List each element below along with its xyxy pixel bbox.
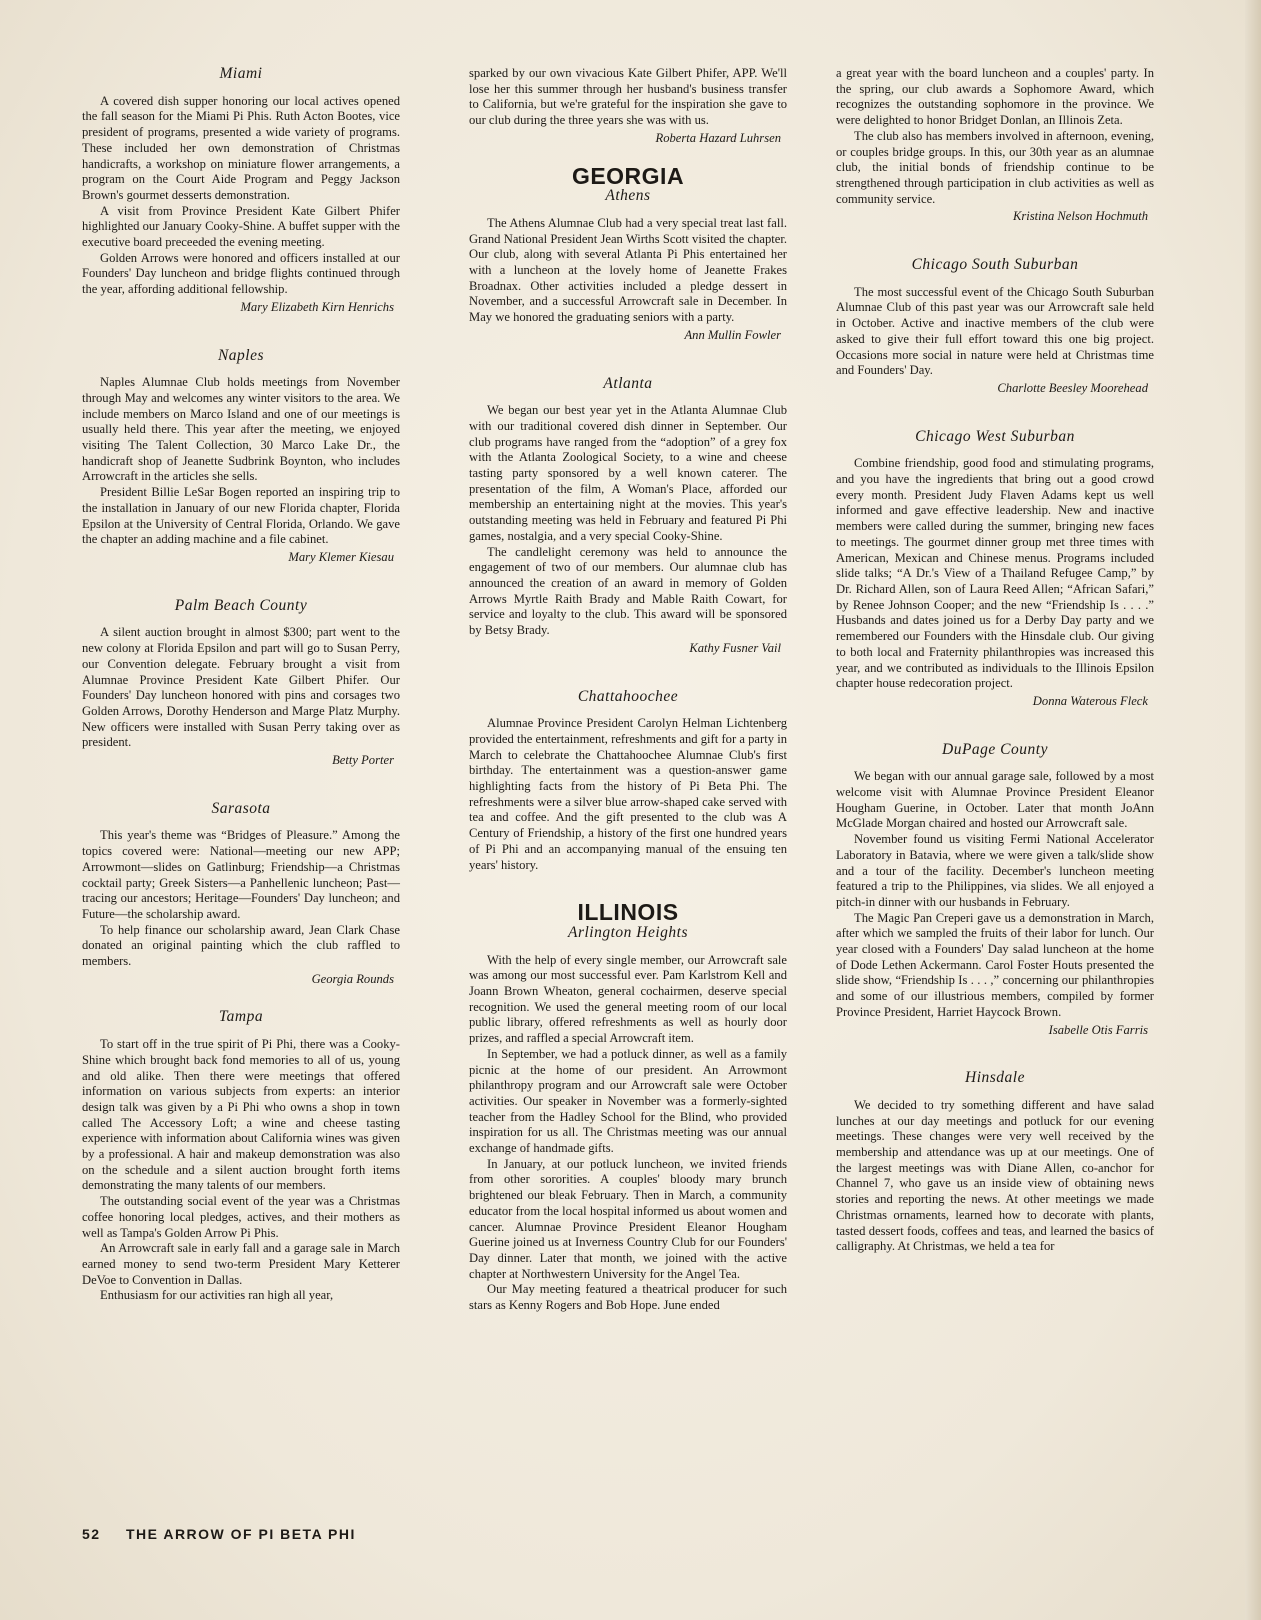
section-palm-beach: [82, 598, 400, 769]
paragraph: The Athens Alumnae Club had a very special treat last fall. Grand National President Jean Wirths Scott visited the chapter. Our club, along with several Atlanta Pi Phis entertained her with a luncheon at the lovely home of Jeanette Frakes Broadnax. Other activities included a pledge dessert in November, and a successful Arrowcraft sale in December. In May we honored the graduating seniors with a party.: [469, 215, 787, 325]
paragraph: The outstanding social event of the year was a Christmas coffee honoring local pledges, actives, and their mothers as well as Tampa's Golden Arrow Pi Phis.: [82, 1194, 400, 1240]
section-dupage-county: [836, 742, 1154, 1039]
section-naples: [82, 348, 400, 566]
paragraph: To help finance our scholarship award, Jean Clark Chase donated an original painting which the club raffled to members.: [82, 922, 400, 969]
section-chicago-south-suburban: [836, 257, 1154, 397]
section-title: Sarasota: [211, 799, 271, 817]
paragraph: We decided to try something different and have salad lunches at our day meetings and potluck for our evening meetings. These changes were very well received by the membership and attendance was up at our meetings. One of the largest meetings was with Diane Allen, co-anchor for Channel 7, who gave us an inside view of obtaining news stories and reporting the news. At other meetings we made Christmas ornaments, learned how to decorate with plants, tasted dessert foods, coffees and teas, and learned the basics of calligraphy. At Christmas, we held a tea for: [836, 1097, 1154, 1254]
signature: Mary Klemer Kiesau: [288, 549, 394, 564]
paragraph: a great year with the board luncheon and a couples' party. In the spring, our club awards a Sophomore Award, which recognizes the outstanding sophomore in the province. We were delighted to honor Bridget Donlan, an Illinois Zeta.: [836, 66, 1154, 128]
paragraph: A visit from Province President Kate Gilbert Phifer highlighted our January Cooky-Shine. A buffet supper with the executive board preceeded the evening meeting.: [82, 203, 400, 250]
paragraph: Alumnae Province President Carolyn Helman Lichtenberg provided the entertainment, refreshments and gift for a party in March to celebrate the Chattahoochee Alumnae Club's first birthday. The entertainment was a question-answer game highlighting facts from the history of Pi Beta Phi. The refreshments were a silver blue arrow-shaped cake served with tea and coffee. And the gift presented to the club was A Century of Friendship, a history of the first one hundred years of Pi Phi and an accompanying manual of the ensuing ten years' history.: [469, 716, 787, 872]
section-title: DuPage County: [942, 740, 1048, 758]
paragraph: A silent auction brought in almost $300; part went to the new colony at Florida Epsilon and part will go to Susan Perry, our Convention delegate. February brought a visit from Alumnae Province President Kate Gilbert Phifer. Our Founders' Day luncheon honored with pins and corsages two Golden Arrows, Dorothy Henderson and Marge Platz Murphy. New officers were installed with Susan Perry taking over as president.: [82, 625, 400, 750]
section-tampa-continued: [469, 66, 787, 147]
paragraph: With the help of every single member, our Arrowcraft sale was among our most successful ever. Pam Karlstrom Kell and Joann Brown Wheaton, general cochairmen, deserve special recognition. We used the general meeting room of our local public library, offered refreshments as well as hourly door prizes, and raffled a special Arrowcraft item.: [469, 952, 787, 1046]
signature: Isabelle Otis Farris: [1048, 1022, 1148, 1037]
signature: Georgia Rounds: [311, 971, 394, 986]
state-heading-illinois: ILLINOIS: [577, 899, 679, 926]
section-title: Chicago West Suburban: [915, 427, 1075, 445]
section-atlanta: [469, 376, 787, 657]
signature: Kathy Fusner Vail: [689, 640, 781, 655]
page-edge-shadow: [1245, 0, 1261, 1620]
paragraph: Our May meeting featured a theatrical producer for such stars as Kenny Rogers and Bob Hope. June ended: [469, 1282, 787, 1313]
publication-title: THE ARROW OF PI BETA PHI: [125, 1526, 356, 1542]
page-footer: [82, 1526, 356, 1542]
paragraph: sparked by our own vivacious Kate Gilbert Phifer, APP. We'll lose her this summer through her husband's business transfer to California, but we're grateful for the inspiration she gave to our club during the three years she was with us.: [469, 66, 787, 128]
signature: Donna Waterous Fleck: [1032, 693, 1148, 708]
paragraph: President Billie LeSar Bogen reported an inspiring trip to the installation in January of our new Florida chapter, Florida Epsilon at the University of Central Florida, Orlando. We gave the chapter an adding machine and a file cabinet.: [82, 485, 400, 547]
signature: Ann Mullin Fowler: [684, 327, 781, 342]
section-title: Hinsdale: [965, 1069, 1025, 1087]
section-title: Athens: [605, 187, 651, 205]
column-3: [836, 66, 1154, 1287]
state-heading-georgia: GEORGIA: [571, 162, 685, 189]
section-title: Tampa: [218, 1008, 264, 1026]
paragraph: The Magic Pan Creperi gave us a demonstration in March, after which we sampled the fruits of their labor for lunch. Our year closed with a Founders' Day salad luncheon at the home of Dode Lethen Ackermann. Carol Foster Houts presented the slide show, “Friendship Is . . . ,” concerning our philanthropies and some of our illustrious members, compiled by former Province President, Harriet Haycock Brown.: [836, 910, 1154, 1019]
paragraph: November found us visiting Fermi National Accelerator Laboratory in Batavia, where we were given a talk/slide show and a tour of the facility. December's luncheon meeting featured a trip to the Philippines, via slides. We all enjoyed a pitch-in dinner with our husbands in February.: [836, 832, 1154, 909]
signature: Kristina Nelson Hochmuth: [1012, 209, 1148, 224]
section-athens: [469, 188, 787, 343]
paragraph: In January, at our potluck luncheon, we invited friends from other sororities. A couples' bloody mary brunch brightened our bleak February. Then in March, a community educator from the local hospital informed us about women and cancer. Alumnae Province President Eleanor Hougham Guerine joined us at Inverness Country Club for our Founders' Day dinner. Later that month, we joined with the active chapter at Northwestern University for the Angel Tea.: [469, 1156, 787, 1281]
signature: Charlotte Beesley Moorehead: [997, 380, 1148, 395]
section-miami: [82, 66, 400, 316]
section-title: Palm Beach County: [174, 596, 308, 614]
signature: Roberta Hazard Luhrsen: [655, 130, 781, 145]
section-title: Chattahoochee: [577, 687, 679, 705]
section-arlington-continued: [836, 66, 1154, 225]
section-title: Naples: [217, 346, 265, 364]
paragraph: The club also has members involved in afternoon, evening, or couples bridge groups. In this, our 30th year as an alumnae club, the initial bonds of friendship continue to be strengthened through participation in club activities as well as community service.: [836, 128, 1154, 206]
signature: Betty Porter: [332, 753, 394, 768]
column-1: [82, 66, 400, 1336]
signature: Mary Elizabeth Kirn Henrichs: [240, 299, 394, 314]
section-title: Chicago South Suburban: [911, 256, 1079, 274]
section-chattahoochee: [469, 689, 787, 874]
paragraph: We began with our annual garage sale, followed by a most welcome visit with Alumnae Province President Eleanor Hougham Guerine, in October. Later that month JoAnn McGlade Morgan chaired and hosted our Arrowcraft sale.: [836, 769, 1154, 831]
section-title: Atlanta: [603, 374, 653, 392]
section-arlington-heights: [469, 925, 787, 1314]
paragraph: A covered dish supper honoring our local actives opened the fall season for the Miami Pi Phis. Ruth Acton Bootes, vice president of programs, presented a wide variety of programs. These included her own demonstration of Christmas handicrafts, a workshop on miniature flower arrangements, a program on the Court Aide Program and Peggy Jackson Brown's gourmet desserts demonstration.: [82, 93, 400, 202]
column-2: [469, 66, 787, 1346]
paragraph: Golden Arrows were honored and officers installed at our Founders' Day luncheon and bridge flights continued through the year, affording additional fellowship.: [82, 250, 400, 297]
paragraph: We began our best year yet in the Atlanta Alumnae Club with our traditional covered dish dinner in September. Our club programs have ranged from the “adoption” of a grey fox with the Atlanta Zoological Society, to a wine and cheese tasting party sponsored by a well known caterer. The presentation of the film, A Woman's Place, afforded our membership an entertaining night at the movies. This year's outstanding meeting was held in February and featured Pi Phi games, nostalgia, and a very special Cooky-Shine.: [469, 403, 787, 543]
paragraph: An Arrowcraft sale in early fall and a garage sale in March earned money to send two-term President Mary Ketterer DeVoe to Convention in Dallas.: [82, 1241, 400, 1287]
section-title: Arlington Heights: [567, 923, 688, 941]
paragraph: Naples Alumnae Club holds meetings from November through May and welcomes any winter visitors to the area. We include members on Marco Island and one of our meetings is usually held there. This year after the meeting, we enjoyed visiting The Talent Collection, 30 Marco Lake Dr., the handicraft shop of Jeanette Sudbrink Boynton, who includes Arrowcraft in the articles she sells.: [82, 375, 400, 484]
section-chicago-west-suburban: [836, 429, 1154, 710]
paragraph: The most successful event of the Chicago South Suburban Alumnae Club of this past year was our Arrowcraft sale held in October. Active and inactive members of the club were asked to give their full effort toward this one big project. Occasions more social in nature were held at Christmas time and Founders' Day.: [836, 284, 1154, 378]
paragraph: To start off in the true spirit of Pi Phi, there was a Cooky-Shine which brought back fond memories to all of us, young and old alike. Then there were meetings that offered information on various subjects from experts: an interior design talk was given by a Pi Phi who owns a shop in town called The Accessory Loft; a wine and cheese tasting experience with information about California wines was given by a professional. A hair and makeup demonstration was also on the schedule and a silent auction brought forth items demonstrating the many talents of our members.: [82, 1037, 400, 1193]
paragraph: The candlelight ceremony was held to announce the engagement of two of our members. Our alumnae club has announced the creation of an award in memory of Golden Arrows Myrtle Raith Brady and Mable Raith Cowart, for service and loyalty to the club. This award will be sponsored by Betsy Brady.: [469, 544, 787, 638]
section-tampa: [82, 1009, 400, 1304]
paragraph: Enthusiasm for our activities ran high all year,: [100, 1288, 334, 1303]
section-sarasota: [82, 801, 400, 988]
paragraph: Combine friendship, good food and stimulating programs, and you have the ingredients that bring out a good crowd every month. President Judy Flaven Adams kept us well informed and gave effective leadership. New and inactive members were called during the summer, bringing new faces to meetings. The gourmet dinner group met three times with American, Mexican and Chinese menus. Programs included slide talks; “A Dr.'s View of a Thailand Refugee Camp,” by Dr. Richard Allen, son of Laura Reed Allen; “African Safari,” by Renee Johnson Cooper; and the new “Friendship Is . . . .” Husbands and dates joined us for a Derby Day party and we remembered our Founders with the Hinsdale club. Our giving to both local and Fraternity philanthropies was increased this year, and we contributed as individuals to the Illinois Epsilon chapter house redecoration project.: [836, 456, 1154, 691]
section-hinsdale: [836, 1070, 1154, 1255]
paragraph: In September, we had a potluck dinner, as well as a family picnic at the home of our president. An Arrowmont philanthropy program and our Arrowcraft sale were October activities. Our speaker in November was a formerly-sighted teacher from the Hadley School for the Blind, who provided inspiration for us all. The Christmas meeting was our annual exchange of handmade gifts.: [469, 1046, 787, 1156]
page-number: 52: [82, 1526, 101, 1542]
paragraph: This year's theme was “Bridges of Pleasure.” Among the topics covered were: National—meeting our new APP; Arrowmont—slides on Gatlinburg; Friendship—a Christmas cocktail party; Greek Sisters—a Panhellenic luncheon; Past—tracing our ancestors; Heritage—Founders' Day luncheon; and Future—the scholarship award.: [82, 828, 400, 921]
section-title: Miami: [219, 65, 263, 82]
